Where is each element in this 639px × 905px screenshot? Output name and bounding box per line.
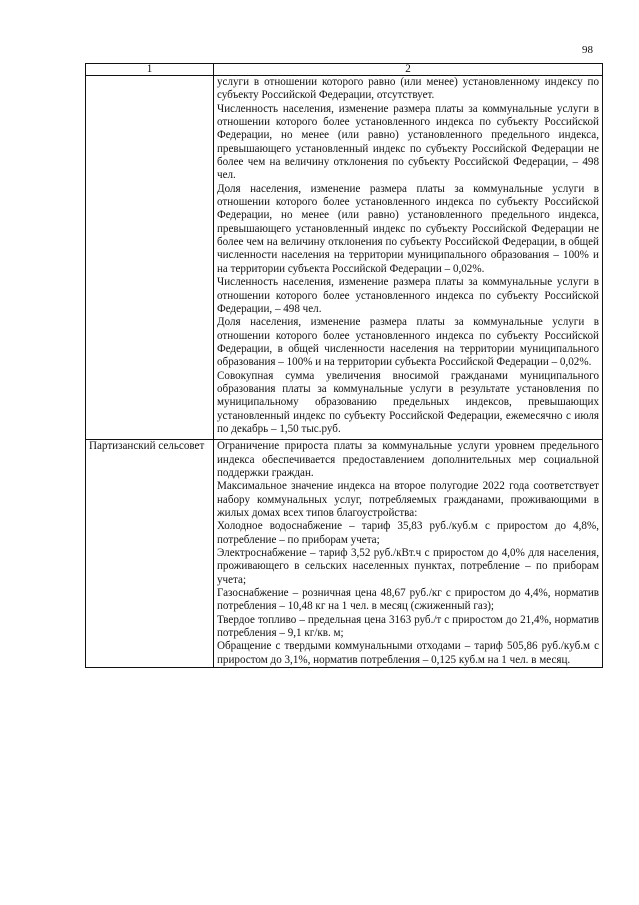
paragraph: Численность населения, изменение размера платы за коммунальные услуги в отношении которого более установленного индекса по субъекту Российской Федерации, но менее (или равно) установленного предельного индекса, превышающего установленный индекс по субъекту Российской Федерации не более чем на величину отклонения по субъекту Российской Федерации, – 498 чел. xyxy=(217,102,599,182)
table-row xyxy=(86,440,603,668)
paragraph: Газоснабжение – розничная цена 48,67 руб./кг с приростом до 4,4%, норматив потребления – 10,48 кг на 1 чел. в месяц (сжиженный газ); xyxy=(217,587,599,613)
column-header-2: 2 xyxy=(214,64,603,76)
table-row xyxy=(86,76,603,440)
paragraph: Электроснабжение – тариф 3,52 руб./кВт.ч с приростом до 4,0% для населения, проживающего в сельских населенных пунктах, потребление – по приборам учета; xyxy=(217,547,599,586)
description-cell xyxy=(214,440,603,668)
paragraph: Максимальное значение индекса на второе полугодие 2022 года соответствует набору коммунальных услуг, потребляемых гражданами, проживающими в жилых домах всех типов благоустройства: xyxy=(217,480,599,519)
column-header-1: 1 xyxy=(86,64,214,76)
municipality-cell: Партизанский сельсовет xyxy=(86,440,214,668)
paragraph: Доля населения, изменение размера платы за коммунальные услуги в отношении которого более установленного индекса по субъекту Российской Федерации, но менее (или равно) установленного предельного индекса, превышающего установленный индекс по субъекту Российской Федерации не более чем на величину отклонения по субъекту Российской Федерации, в общей численности населения на территории муниципального образования – 100% и на территории субъекта Российской Федерации – 0,02%. xyxy=(217,182,599,275)
paragraph: Холодное водоснабжение – тариф 35,83 руб./куб.м с приростом до 4,8%, потребление – по приборам учета; xyxy=(217,520,599,546)
municipality-cell xyxy=(86,76,214,440)
paragraph: Ограничение прироста платы за коммунальные услуги уровнем предельного индекса обеспечивается предоставлением дополнительных мер социальной поддержки граждан. xyxy=(217,440,599,479)
data-table xyxy=(85,63,603,668)
paragraph: Численность населения, изменение размера платы за коммунальные услуги в отношении которого более установленного индекса по субъекту Российской Федерации, – 498 чел. xyxy=(217,276,599,315)
paragraph: Совокупная сумма увеличения вносимой гражданами муниципального образования платы за коммунальные услуги в результате установления по муниципальному образованию предельных индексов, превышающих установленный индекс по субъекту Российской Федерации, ежемесячно с июля по декабрь – 1,50 тыс.руб. xyxy=(217,369,599,435)
table-header-row xyxy=(86,64,603,76)
paragraph: Доля населения, изменение размера платы за коммунальные услуги в отношении которого более установленного индекса по субъекту Российской Федерации, в общей численности населения на территории муниципального образования – 100% и на территории субъекта Российской Федерации – 0,02%. xyxy=(217,316,599,369)
paragraph: Обращение с твердыми коммунальными отходами – тариф 505,86 руб./куб.м с приростом до 3,1%, норматив потребления – 0,125 куб.м на 1 чел. в месяц. xyxy=(217,640,599,666)
page-number: 98 xyxy=(582,44,593,56)
paragraph: Твердое топливо – предельная цена 3163 руб./т с приростом до 21,4%, норматив потребления – 9,1 кг/кв. м; xyxy=(217,613,599,640)
paragraph: услуги в отношении которого равно (или менее) установленному индексу по субъекту Российской Федерации, отсутствует. xyxy=(217,76,599,102)
description-cell xyxy=(214,76,603,440)
